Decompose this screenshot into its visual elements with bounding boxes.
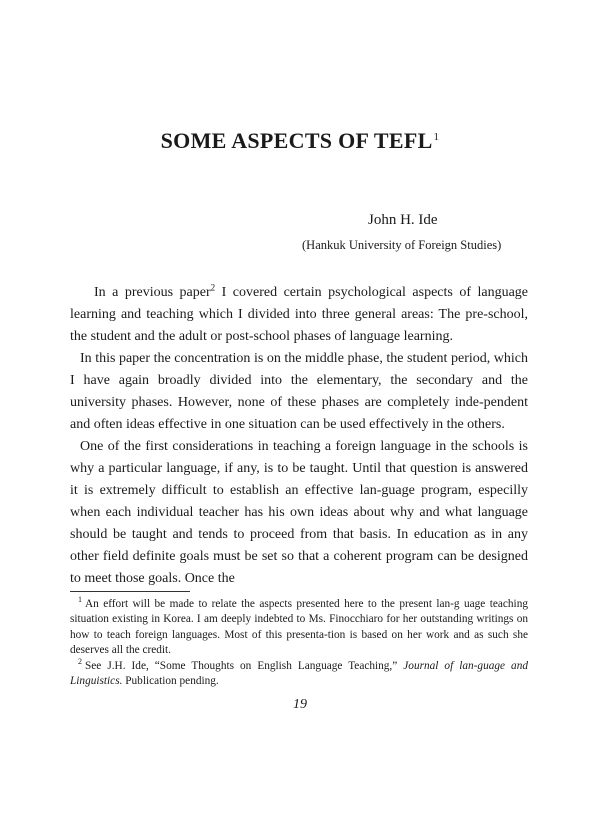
footnote-1-mark: 1 bbox=[78, 595, 82, 605]
author-name: John H. Ide bbox=[368, 212, 438, 228]
footnote-2-journal: Journal of lan-guage and Linguistics. bbox=[70, 659, 528, 688]
body-text bbox=[70, 282, 528, 590]
footnote-1 bbox=[70, 597, 528, 659]
footnote-divider bbox=[70, 591, 190, 592]
title-text: SOME ASPECTS OF TEFL bbox=[160, 128, 433, 153]
footnote-1-text: An effort will be made to relate the aspects presented here to the present lan-g uage teaching situation existing in Korea. I am deeply indebted to Ms. Finocchiaro for her outstanding writings on how to teach foreign languages. Most of this presenta-tion is based on her work and as such she deserves all the credit. bbox=[70, 598, 528, 657]
title-footnote-mark: 1 bbox=[433, 130, 440, 143]
paragraph-3: One of the first considerations in teaching a foreign language in the schools is why a particular language, if any, is to be taught. Until that question is answered it is extremely difficult to establish an effective lan-guage program, especilly when each individual teacher has his own ideas about why and what language should be taught and tends to proceed from that basis. In education as in any other field definite goals must be set so that a coherent program can be designed to meet those goals. Once the bbox=[70, 439, 528, 586]
paragraph-2: In this paper the concentration is on the middle phase, the student period, which I have again broadly divided into the elementary, the secondary and the university phases. However, none of these phases are completely inde-pendent and often ideas effective in one situation can be used effectively in the others. bbox=[70, 351, 528, 432]
footnote-2-before: See J.H. Ide, “Some Thoughts on English Language Teaching,” bbox=[85, 659, 404, 672]
paragraph-1 bbox=[70, 282, 528, 348]
page-number: 19 bbox=[293, 697, 307, 712]
footnote-2-mark: 2 bbox=[78, 656, 82, 666]
author-affiliation: (Hankuk University of Foreign Studies) bbox=[302, 238, 502, 252]
paragraph-1-before: In a previous paper bbox=[94, 285, 211, 300]
paragraph-1-after: I covered certain psychological aspects of language learning and teaching which I divided into three general areas: The pre-school, the student and the adult or post-school phases of language learning. bbox=[70, 285, 528, 344]
footnote-2 bbox=[70, 656, 528, 690]
paper-title bbox=[0, 128, 600, 154]
footnote-2-after: Publication pending. bbox=[122, 675, 219, 688]
paragraph-1-note-mark: 2 bbox=[210, 282, 216, 293]
footnotes bbox=[70, 597, 528, 689]
